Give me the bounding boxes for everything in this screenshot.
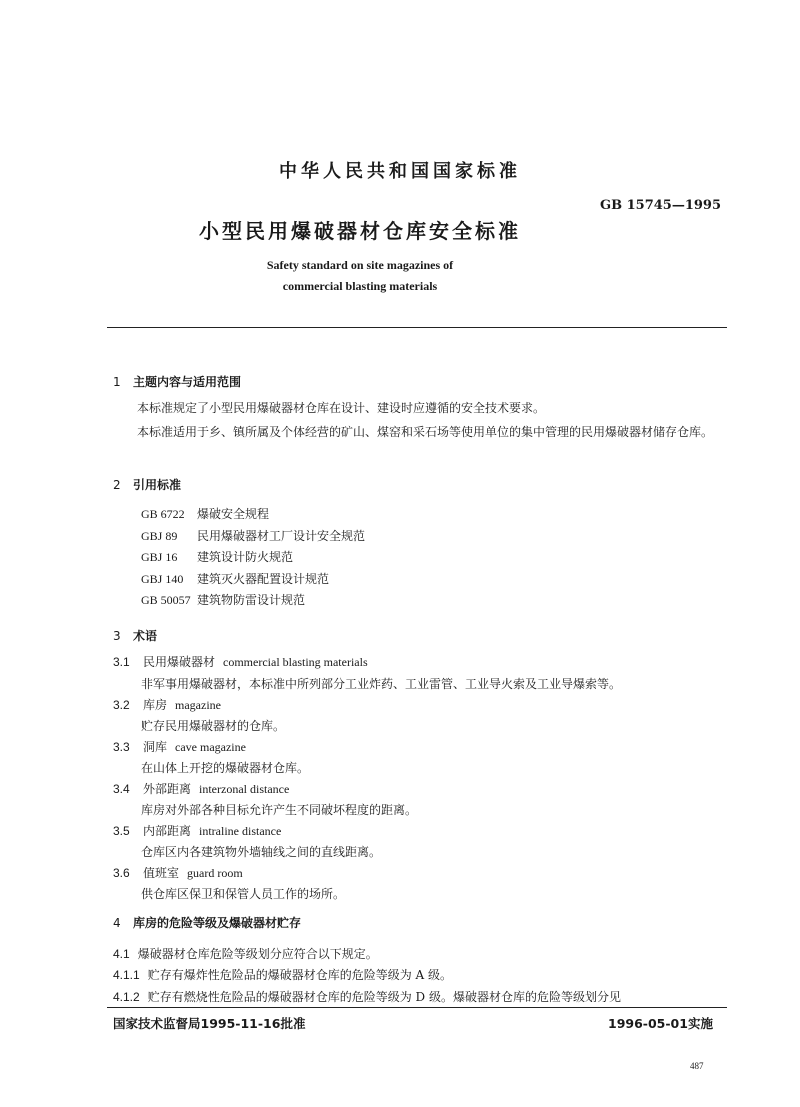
implementation-date: 1996-05-01实施	[608, 1016, 713, 1031]
document-title-zh: 小型民用爆破器材仓库安全标准	[199, 219, 521, 243]
term-definition: 非军事用爆破器材，本标准中所列部分工业炸药、工业雷管、工业导火索及工业导爆索等。	[141, 677, 622, 691]
approval-statement: 国家技术监督局1995-11-16批准	[113, 1016, 306, 1031]
national-standard-heading: 中华人民共和国国家标准	[279, 161, 521, 182]
section-1-paragraph-1: 本标准规定了小型民用爆破器材仓库在设计、建设时应遵循的安全技术要求。	[137, 401, 546, 415]
term-definition: 贮存民用爆破器材的仓库。	[141, 719, 286, 733]
clause-item: 4.1 爆破器材仓库危险等级划分应符合以下规定。	[113, 947, 378, 961]
term-definition: 在山体上开挖的爆破器材仓库。	[141, 761, 310, 775]
section-4-heading: 4 库房的危险等级及爆破器材贮存	[113, 916, 302, 930]
term-entry: 3.3 洞库 cave magazine	[113, 740, 246, 754]
term-definition: 供仓库区保卫和保管人员工作的场所。	[141, 887, 346, 901]
reference-item: GB 50057 建筑物防雷设计规范	[141, 593, 306, 607]
standard-code: GB 15745—1995	[600, 198, 722, 213]
term-entry: 3.1 民用爆破器材 commercial blasting materials	[113, 655, 368, 669]
term-definition: 库房对外部各种目标允许产生不同破坏程度的距离。	[141, 803, 418, 817]
page-number: 487	[690, 1061, 704, 1071]
reference-item: GBJ 16 建筑设计防火规范	[141, 550, 294, 564]
term-entry: 3.6 值班室 guard room	[113, 866, 243, 880]
reference-item: GBJ 89 民用爆破器材工厂设计安全规范	[141, 529, 366, 543]
term-entry: 3.2 库房 magazine	[113, 698, 221, 712]
reference-item: GB 6722 爆破安全规程	[141, 507, 270, 521]
reference-item: GBJ 140 建筑灭火器配置设计规范	[141, 572, 330, 586]
section-1-paragraph-2: 本标准适用于乡、镇所属及个体经营的矿山、煤窑和采石场等使用单位的集中管理的民用爆破器材储存仓库。	[137, 425, 714, 439]
clause-item: 4.1.2 贮存有燃烧性危险品的爆破器材仓库的危险等级为 D 级。爆破器材仓库的危险等级划分见	[113, 990, 621, 1004]
term-entry: 3.4 外部距离 interzonal distance	[113, 782, 290, 796]
term-definition: 仓库区内各建筑物外墙轴线之间的直线距离。	[141, 845, 382, 859]
section-1-heading: 1 主题内容与适用范围	[113, 375, 242, 389]
clause-item: 4.1.1 贮存有爆炸性危险品的爆破器材仓库的危险等级为 A 级。	[113, 968, 453, 982]
section-3-heading: 3 术语	[113, 629, 158, 643]
document-title-en-line2: commercial blasting materials	[282, 279, 438, 293]
header-divider	[107, 327, 727, 328]
footer-divider	[107, 1007, 727, 1008]
document-title-en-line1: Safety standard on site magazines of	[266, 258, 454, 272]
term-entry: 3.5 内部距离 intraline distance	[113, 824, 282, 838]
section-2-heading: 2 引用标准	[113, 478, 182, 492]
